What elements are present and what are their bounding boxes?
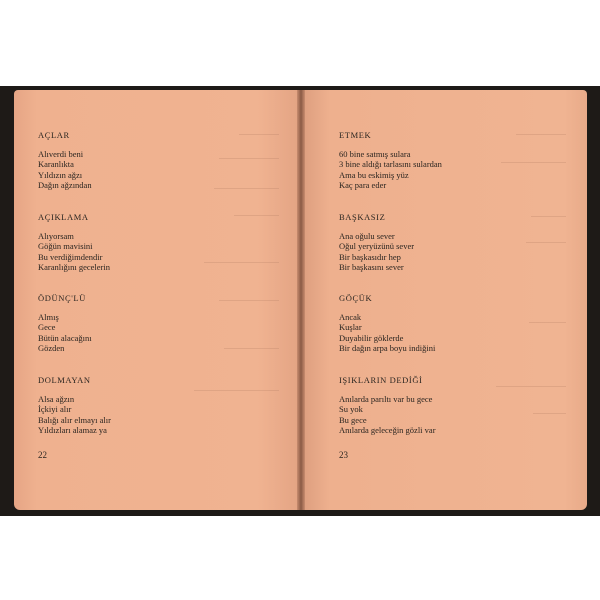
- poem-line: Ama bu eskimiş yüz: [339, 169, 409, 180]
- poem-line: Kuşlar: [339, 322, 362, 333]
- bleed-through-mark: [214, 188, 279, 189]
- poem-etmek: [339, 130, 442, 191]
- bleed-through-mark: [204, 262, 279, 263]
- poem-line: Bütün alacağını: [38, 332, 92, 343]
- bleed-through-mark: [234, 215, 279, 216]
- bleed-through-mark: [529, 322, 566, 323]
- poem-title: AÇIKLAMA: [38, 212, 89, 222]
- poem-line: Gözden: [38, 343, 65, 354]
- poem-line: 60 bine satmış sulara: [339, 149, 411, 159]
- poem-dolmayan: [38, 375, 111, 436]
- poem-line: Yıldızları alamaz ya: [38, 425, 107, 436]
- poem-line: Göğün mavisini: [38, 241, 93, 252]
- poem-title: AÇLAR: [38, 130, 70, 140]
- poem-title: GÖÇÜK: [339, 293, 373, 303]
- bleed-through-mark: [501, 162, 566, 163]
- poem-line: Anılarda geleceğin gözli var: [339, 425, 436, 436]
- poem-line: Oğul yeryüzünü sever: [339, 241, 415, 252]
- poem-line: Bir başkasıdır hep: [339, 251, 401, 262]
- poem-line: Gece: [38, 322, 56, 333]
- poem-title: BAŞKASIZ: [339, 212, 386, 222]
- page-number-right: 23: [339, 450, 348, 460]
- bleed-through-mark: [219, 300, 279, 301]
- bleed-through-mark: [531, 216, 566, 217]
- poem-line: Yıldızın ağzı: [38, 169, 83, 180]
- poem-line: Alıyorsam: [38, 231, 74, 241]
- poem-title: ETMEK: [339, 130, 372, 140]
- poem-line: Anılarda parıltı var bu gece: [339, 394, 433, 404]
- poem-odunclu: [38, 293, 92, 354]
- page-number-left: 22: [38, 450, 47, 460]
- poem-line: 3 bine aldığı tarlasını sulardan: [339, 159, 442, 170]
- bleed-through-mark: [526, 242, 566, 243]
- book-spine: [297, 90, 305, 510]
- poem-line: Bu gece: [339, 414, 367, 425]
- poem-line: Bir başkasını sever: [339, 262, 404, 273]
- poem-line: Kaç para eder: [339, 180, 387, 191]
- poem-isiklarin-dedigi: [339, 375, 436, 436]
- poem-line: Karanlığını gecelerin: [38, 262, 110, 273]
- poem-line: Bir dağın arpa boyu indiğini: [339, 343, 436, 354]
- poem-line: Ana oğulu sever: [339, 231, 395, 241]
- bleed-through-mark: [533, 413, 566, 414]
- bleed-through-mark: [224, 348, 279, 349]
- poem-line: Alsa ağzın: [38, 394, 75, 404]
- poem-line: Duyabilir göklerde: [339, 332, 404, 343]
- poem-line: Ancak: [339, 312, 362, 322]
- poem-baskasiz: [339, 212, 414, 273]
- poem-line: İçkiyi alır: [38, 404, 72, 415]
- poem-title: DOLMAYAN: [38, 375, 91, 385]
- poem-title: IŞIKLARIN DEDİĞİ: [339, 375, 423, 385]
- poem-line: Bu verdiğimdendir: [38, 251, 103, 262]
- poem-title: ÖDÜNÇ'LÜ: [38, 293, 86, 303]
- poem-line: Almış: [38, 312, 59, 322]
- bleed-through-mark: [516, 134, 566, 135]
- bleed-through-mark: [496, 386, 566, 387]
- poem-line: Su yok: [339, 404, 363, 415]
- poem-line: Alıverdi beni: [38, 149, 84, 159]
- poem-aclar: [38, 130, 92, 191]
- bleed-through-mark: [219, 158, 279, 159]
- poem-line: Karanlıkta: [38, 159, 74, 170]
- poem-gocuk: [339, 293, 435, 354]
- poem-line: Dağın ağzından: [38, 180, 92, 191]
- bleed-through-mark: [239, 134, 279, 135]
- poem-aciklama: [38, 212, 110, 273]
- poem-line: Balığı alır elmayı alır: [38, 414, 111, 425]
- bleed-through-mark: [194, 390, 279, 391]
